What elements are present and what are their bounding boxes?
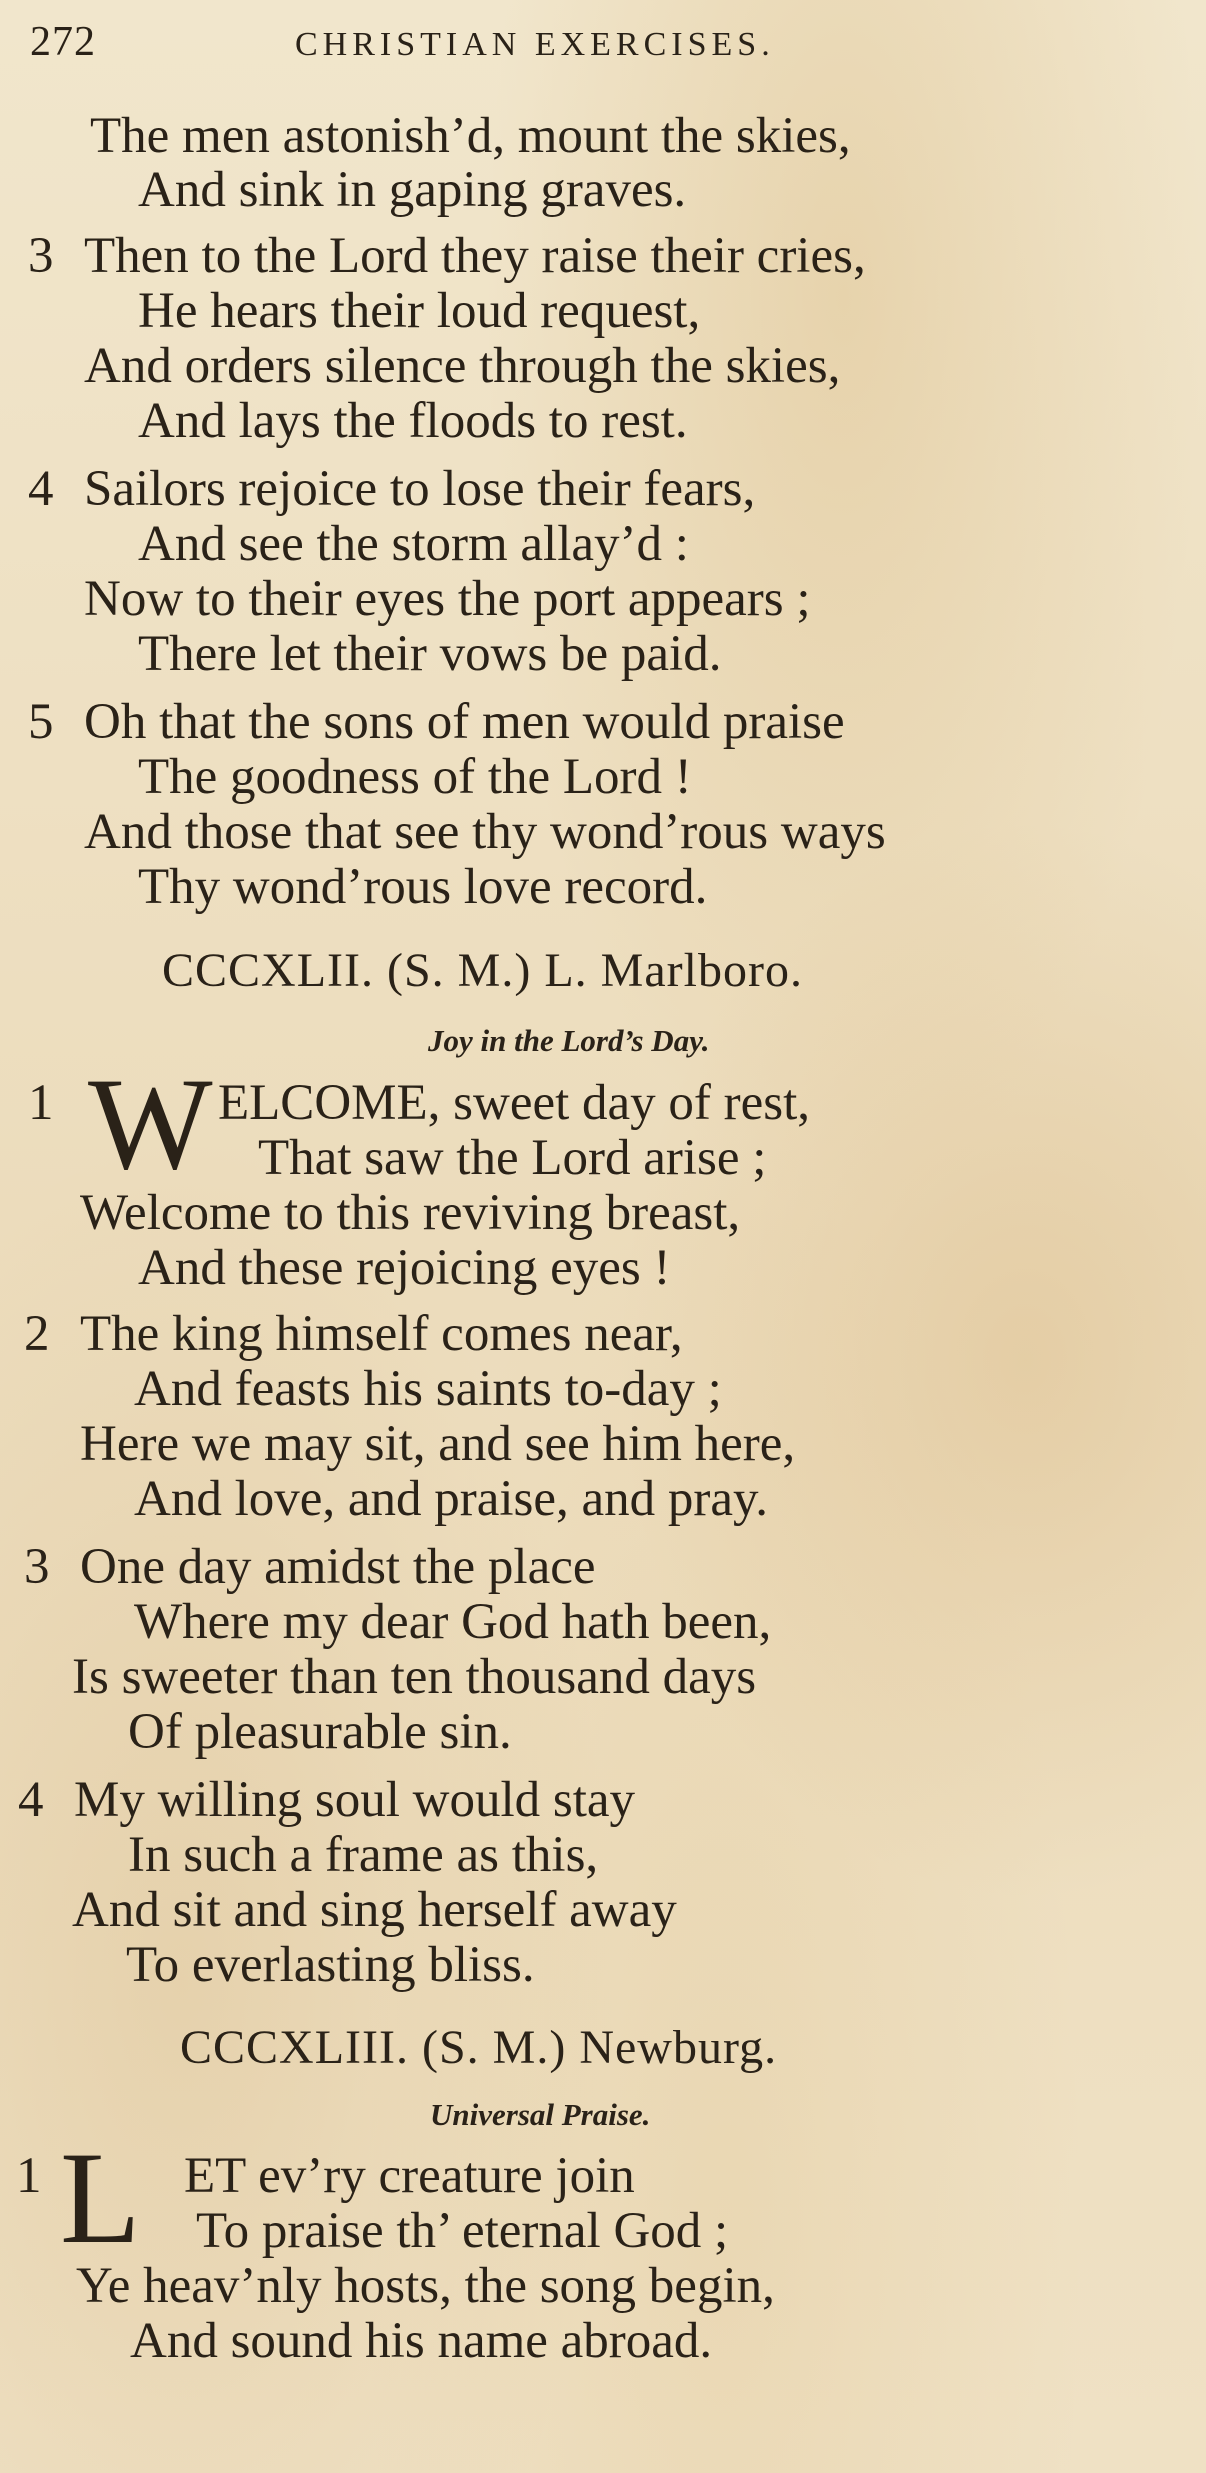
drop-cap: L [60,2124,141,2271]
verse-line: Is sweeter than ten thousand days [72,1649,757,1705]
running-head: CHRISTIAN EXERCISES. [295,26,775,63]
verse-line: Sailors rejoice to lose their fears, [84,461,756,517]
verse-line: Now to their eyes the port appears ; [84,571,811,627]
verse-line: There let their vows be paid. [138,626,722,682]
verse-line: To praise th’ eternal God ; [196,2203,729,2259]
stanza-number: 3 [28,228,54,284]
verse-line: The king himself comes near, [80,1306,683,1362]
drop-cap: W [88,1050,213,1197]
verse-line: Here we may sit, and see him here, [80,1416,796,1472]
page-header [30,18,1180,78]
verse-line: To everlasting bliss. [126,1937,535,1993]
stanza-number: 2 [24,1306,50,1362]
hymn-heading: CCCXLII. (S. M.) L. Marlboro. [162,944,803,997]
page-number: 272 [30,19,96,65]
verse-line: ELCOME, sweet day of rest, [218,1075,811,1131]
verse-line: The goodness of the Lord ! [138,749,692,805]
verse-line: And orders silence through the skies, [84,338,841,394]
hymn-subtitle: Joy in the Lord’s Day. [428,1023,710,1058]
stanza-number: 4 [18,1772,44,1828]
verse-line: And sit and sing herself away [72,1882,677,1938]
verse-line: My willing soul would stay [74,1772,636,1828]
verse-line: Thy wond’rous love record. [138,859,708,915]
verse-line: And these rejoicing eyes ! [138,1240,671,1296]
hymn-heading: CCCXLIII. (S. M.) Newburg. [180,2021,778,2074]
verse-line: One day amidst the place [80,1539,596,1595]
verse-line: And sink in gaping graves. [138,162,687,218]
stanza-number: 5 [28,694,54,750]
stanza-number: 1 [28,1075,54,1131]
stanza-number: 1 [16,2148,42,2204]
verse-line: The men astonish’d, mount the skies, [90,108,851,164]
hymn-subtitle: Universal Praise. [430,2097,651,2132]
verse-line: And sound his name abroad. [130,2313,713,2369]
verse-line: That saw the Lord arise ; [258,1130,767,1186]
verse-line: He hears their loud request, [138,283,701,339]
verse-line: And feasts his saints to-day ; [134,1361,722,1417]
verse-line: And see the storm allay’d : [138,516,689,572]
verse-line: In such a frame as this, [128,1827,599,1883]
verse-line: Ye heav’nly hosts, the song begin, [76,2258,775,2314]
stanza-number: 3 [24,1539,50,1595]
verse-line: Where my dear God hath been, [134,1594,772,1650]
verse-line: Welcome to this reviving breast, [80,1185,741,1241]
verse-line: And lays the floods to rest. [138,393,688,449]
stanza-number: 4 [28,461,54,517]
verse-line: And those that see thy wond’rous ways [84,804,886,860]
verse-line: Then to the Lord they raise their cries, [84,228,866,284]
verse-line: And love, and praise, and pray. [134,1471,768,1527]
verse-line: ET ev’ry creature join [184,2148,635,2204]
verse-line: Of pleasurable sin. [128,1704,512,1760]
verse-line: Oh that the sons of men would praise [84,694,845,750]
